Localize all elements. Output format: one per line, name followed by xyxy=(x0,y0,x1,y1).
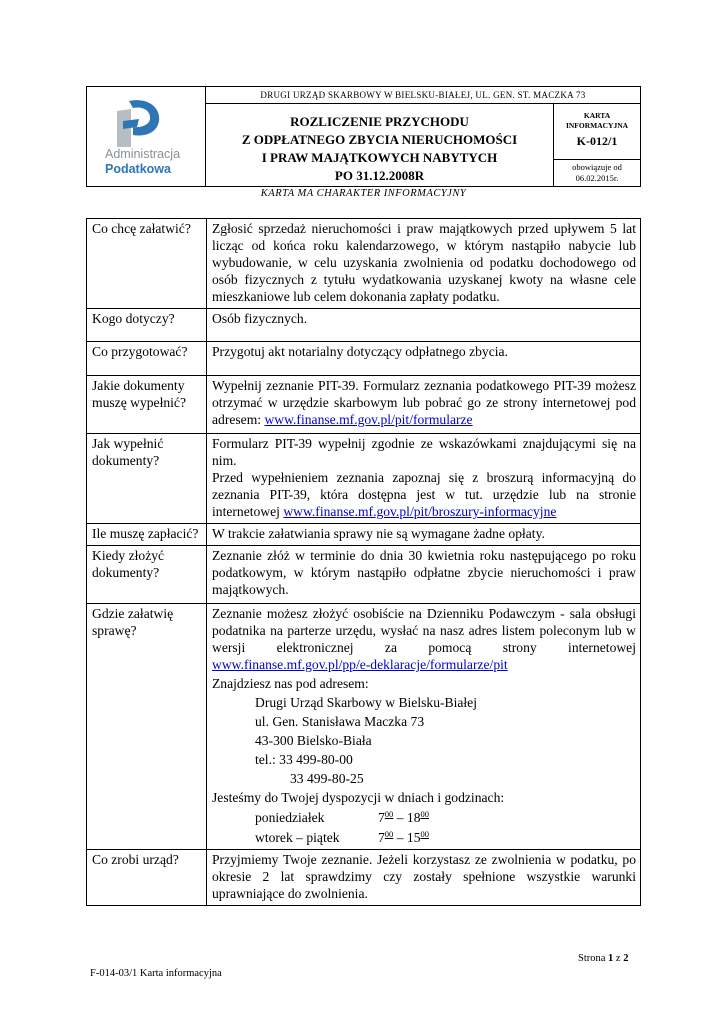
card-info xyxy=(554,104,640,160)
answer-cell: Zgłosić sprzedaż nieruchomości i praw majątkowych przed upływem 5 lat licząc od końca roku kalendarzowego, w którym nastąpiło nabycie lub wybudowanie, w celu uzyskania zwolnienia od podatku dochodowego od osób fizycznych z tytułu wydatkowania uzyskanej kwoty na własne cele mieszkaniowe lub celem dokonania zapłaty podatku. xyxy=(207,219,641,309)
answer-text-main: Zeznanie możesz złożyć osobiście na Dzienniku Podawczym - sala obsługi podatnika na parterze urzędu, wysłać na nasz adres listem poleconym lub w wersji elektronicznej za pomocą strony internetowej xyxy=(212,606,636,655)
answer-text: Przed wypełnieniem zeznania zapoznaj się z broszurą informacyjną do zeznania PIT-39, która dostępna jest w tut. urzędzie lub na stronie internetowej xyxy=(212,470,636,519)
hours-day: poniedziałek xyxy=(255,810,325,825)
hours-start: 7 xyxy=(378,810,385,825)
info-note: KARTA MA CHARAKTER INFORMACYJNY xyxy=(260,188,467,199)
header-box xyxy=(86,86,641,187)
administracja-podatkowa-logo-icon xyxy=(95,97,195,149)
page-number xyxy=(578,953,628,964)
e-deklaracje-link[interactable]: www.finanse.mf.gov.pl/pp/e-deklaracje/formularze/pit xyxy=(212,657,508,672)
question-cell: Co zrobi urząd? xyxy=(87,850,207,906)
question-cell: Kogo dotyczy? xyxy=(87,309,207,342)
hours-time xyxy=(378,809,429,826)
hours-day: wtorek – piątek xyxy=(255,830,340,845)
title-line-3: I PRAW MAJĄTKOWYCH NABYTYCH xyxy=(261,150,498,165)
hours-minutes: 00 xyxy=(420,829,429,839)
table-row xyxy=(87,309,641,342)
hours-dash: – xyxy=(393,810,407,825)
answer-cell: Zeznanie złóż w terminie do dnia 30 kwietnia roku następującego po roku podatkowym, w którym nastąpiło odpłatne zbycie nieruchomości i praw majątkowych. xyxy=(207,546,641,604)
office-name: DRUGI URZĄD SKARBOWY W BIELSKU-BIAŁEJ, UL. GEN. ST. MACZKA 73 xyxy=(206,87,640,104)
valid-date: 06.02.2015r. xyxy=(575,173,619,183)
question-cell: Co chcę załatwić? xyxy=(87,219,207,309)
answer-cell xyxy=(207,604,641,850)
answer-text xyxy=(212,605,636,673)
broszury-link[interactable]: www.finanse.mf.gov.pl/pit/broszury-informacyjne xyxy=(283,504,557,519)
answer-cell xyxy=(207,434,641,524)
title-line-4: PO 31.12.2008R xyxy=(334,168,425,183)
title-line-1: ROZLICZENIE PRZYCHODU xyxy=(290,114,469,129)
page-word: Strona xyxy=(578,953,606,964)
logo-text-podatkowa: Podatkowa xyxy=(105,162,171,176)
hours-minutes: 00 xyxy=(384,809,394,819)
hours-minutes: 00 xyxy=(384,829,394,839)
table-row xyxy=(87,604,641,850)
formularze-link[interactable]: www.finanse.mf.gov.pl/pit/formularze xyxy=(264,412,473,427)
answer-cell: Przyjmiemy Twoje zeznanie. Jeżeli korzystasz ze zwolnienia w podatku, po okresie 2 lat sprawdzimy czy zostały spełnione wszystkie warunki uprawniające do zwolnienia. xyxy=(207,850,641,906)
logo xyxy=(87,87,206,186)
answer-text: Formularz PIT-39 wypełnij zgodnie ze wskazówkami znajdującymi się na nim. xyxy=(212,436,636,468)
question-cell: Kiedy złożyć dokumenty? xyxy=(87,546,207,604)
table-row xyxy=(87,434,641,524)
hours-start: 7 xyxy=(378,830,385,845)
card-code: K-012/1 xyxy=(576,134,618,148)
page-of: z xyxy=(615,953,621,964)
page-total: 2 xyxy=(623,953,629,964)
question-cell: Ile muszę zapłacić? xyxy=(87,524,207,546)
hours-time xyxy=(378,829,429,846)
address-city: 43-300 Bielsko-Biała xyxy=(255,733,372,748)
answer-cell: Osób fizycznych. xyxy=(207,309,641,342)
table-row xyxy=(87,376,641,434)
hours-row xyxy=(212,809,636,826)
valid-from xyxy=(554,160,640,186)
table-row xyxy=(87,546,641,604)
answer-text: Wypełnij zeznanie PIT-39. Formularz zeznania podatkowego PIT-39 możesz otrzymać w urzędzie skarbowym lub pobrać go ze strony internetowej pod adresem: xyxy=(212,378,636,427)
question-cell: Jak wypełnić dokumenty? xyxy=(87,434,207,524)
answer-text-2 xyxy=(212,469,636,520)
title-line-2: Z ODPŁATNEGO ZBYCIA NIERUCHOMOŚCI xyxy=(241,132,518,147)
question-cell: Co przygotować? xyxy=(87,342,207,376)
document-title xyxy=(206,104,554,186)
valid-label: obowiązuje od xyxy=(572,162,622,172)
table-row xyxy=(87,524,641,546)
form-code: F-014-03/1 Karta informacyjna xyxy=(90,968,222,979)
card-label-line-1: KARTA xyxy=(583,111,611,120)
phone-1: tel.: 33 499-80-00 xyxy=(255,752,353,767)
page-current: 1 xyxy=(608,953,614,964)
card-label-line-2: INFORMACYJNA xyxy=(565,121,629,130)
hours-minutes: 00 xyxy=(420,809,429,819)
table-row xyxy=(87,850,641,906)
address-intro: Znajdziesz nas pod adresem: xyxy=(212,676,369,691)
question-cell: Gdzie załatwię sprawę? xyxy=(87,604,207,850)
address-office: Drugi Urząd Skarbowy w Bielsku-Białej xyxy=(255,695,477,710)
card-label xyxy=(554,104,640,131)
info-table xyxy=(86,218,641,906)
hours-end: 15 xyxy=(406,830,421,845)
table-row xyxy=(87,342,641,376)
phone-2: 33 499-80-25 xyxy=(290,771,364,786)
table-row xyxy=(87,219,641,309)
hours-intro: Jesteśmy do Twojej dyspozycji w dniach i godzinach: xyxy=(212,790,505,805)
answer-cell: Przygotuj akt notarialny dotyczący odpłatnego zbycia. xyxy=(207,342,641,376)
hours-end: 18 xyxy=(406,810,421,825)
hours-dash: – xyxy=(393,830,407,845)
answer-cell xyxy=(207,376,641,434)
question-cell: Jakie dokumenty muszę wypełnić? xyxy=(87,376,207,434)
address-street: ul. Gen. Stanisława Maczka 73 xyxy=(255,714,425,729)
hours-row xyxy=(212,829,636,846)
answer-cell: W trakcie załatwiania sprawy nie są wymagane żadne opłaty. xyxy=(207,524,641,546)
logo-text-administracja: Administracja xyxy=(105,147,181,161)
